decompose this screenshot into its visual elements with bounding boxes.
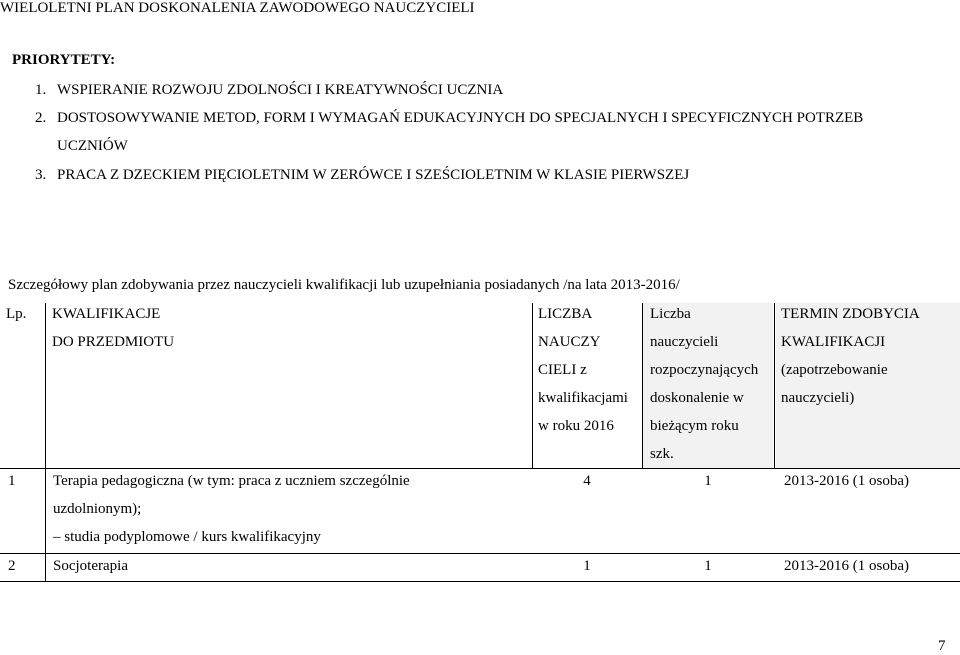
priority-text: DOSTOSOWYWANIE METOD, FORM I WYMAGAŃ EDUKACYJNYCH DO SPECJALNYCH I SPECYFICZNYCH POTRZEB [57,110,864,126]
priority-number: 1. [35,82,47,98]
table-border [774,303,775,468]
priority-number: 2. [35,110,47,126]
header-qualifications-line2: DO PRZEDMIOTU [52,334,175,350]
priority-text-continued: UCZNIÓW [57,138,128,154]
row-count: 1 [583,558,591,574]
header-count-line3: CIELI z [538,362,587,378]
row-term: 2013-2016 (1 osoba) [784,473,909,489]
row-lp: 1 [8,473,16,489]
header-term-line2: KWALIFIKACJI [781,334,886,350]
row-count: 4 [583,473,591,489]
header-term-line4: nauczycieli) [781,390,855,406]
header-count: LICZBA [538,306,593,322]
header-starting-line3: rozpoczynających [650,362,759,378]
row-qualification-line2: uzdolnionym); [53,501,142,517]
row-starting: 1 [704,473,712,489]
priorities-heading: PRIORYTETY: [12,52,116,68]
header-shade [643,303,773,468]
header-starting-line6: szk. [650,446,674,462]
header-count-line5: w roku 2016 [538,418,614,434]
header-starting-line4: doskonalenie w [650,390,744,406]
row-qualification: Terapia pedagogiczna (w tym: praca z uczniem szczególnie [53,473,410,489]
header-starting-line2: nauczycieli [650,334,719,350]
row-qualification-line3: – studia podyplomowe / kurs kwalifikacyjny [53,529,321,545]
page-number: 7 [938,638,946,654]
header-term-line3: (zapotrzebowanie [781,362,888,378]
priority-text: PRACA Z DZECKIEM PIĘCIOLETNIM W ZERÓWCE I SZEŚCIOLETNIM W KLASIE PIERWSZEJ [57,167,690,183]
table-border [45,469,46,582]
table-border [0,553,960,554]
row-starting: 1 [704,558,712,574]
header-starting: Liczba [650,306,691,322]
table-border [0,581,960,582]
priority-number: 3. [35,167,47,183]
header-count-line4: kwalifikacjami [538,390,628,406]
header-qualifications: KWALIFIKACJE [52,306,161,322]
table-border [532,303,533,468]
header-shade [776,303,960,468]
header-count-line2: NAUCZY [538,334,601,350]
table-border [642,303,643,468]
table-border [0,468,960,469]
row-term: 2013-2016 (1 osoba) [784,558,909,574]
priority-text: WSPIERANIE ROZWOJU ZDOLNOŚCI I KREATYWNOŚCI UCZNIA [57,82,504,98]
header-starting-line5: bieżącym roku [650,418,739,434]
row-lp: 2 [8,558,16,574]
plan-subtitle: Szczegółowy plan zdobywania przez nauczycieli kwalifikacji lub uzupełniania posiadanych /na lata 2013-2016/ [8,277,680,293]
row-qualification: Socjoterapia [53,558,128,574]
header-term: TERMIN ZDOBYCIA [781,306,920,322]
table-border [45,303,46,468]
header-lp: Lp. [6,306,27,322]
document-title: WIELOLETNI PLAN DOSKONALENIA ZAWODOWEGO NAUCZYCIELI [0,0,475,16]
